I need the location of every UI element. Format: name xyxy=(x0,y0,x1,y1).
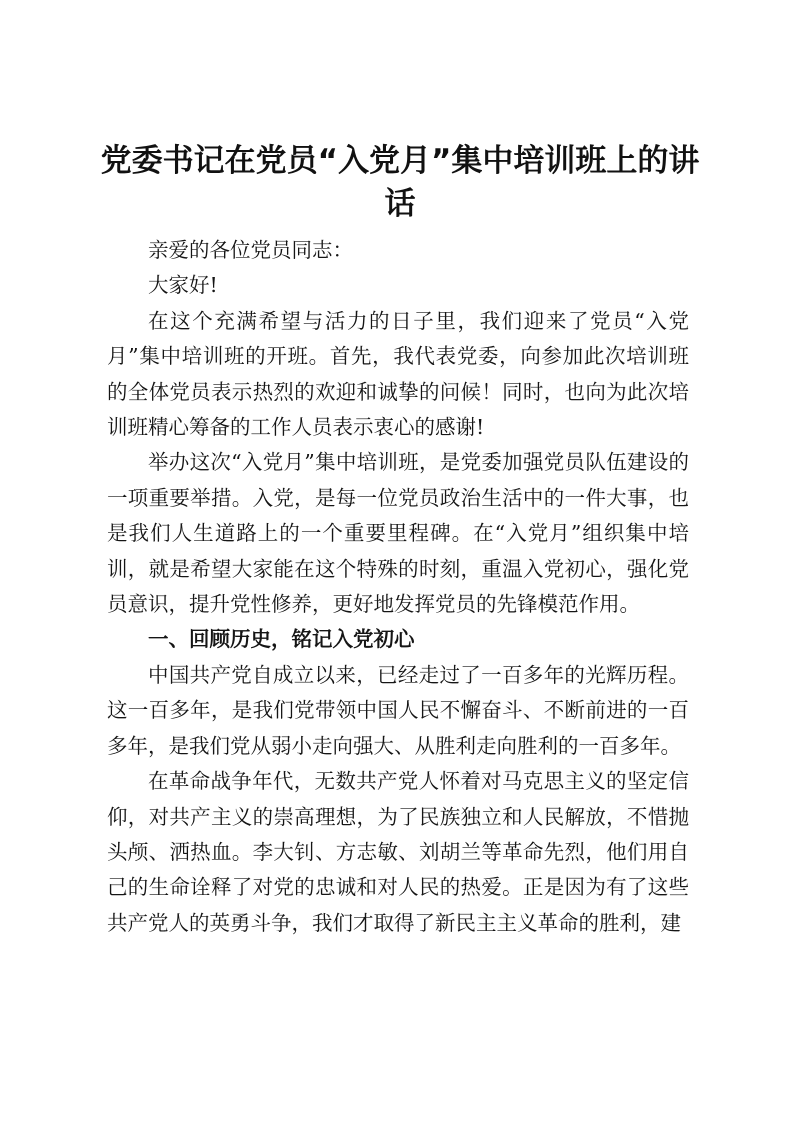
purpose-paragraph: 举办这次“入党月”集中培训班，是党委加强党员队伍建设的一项重要举措。入党，是每一位党员政治生活中的一件大事，也是我们人生道路上的一个重要里程碑。在“入党月”组织集中培训，就是希望大家能在这个特殊的时刻，重温入党初心，强化党员意识，提升党性修养，更好地发挥党员的先锋模范作用。 xyxy=(107,450,689,617)
salutation-paragraph: 亲爱的各位党员同志： xyxy=(148,238,353,262)
section-heading: 一、回顾历史，铭记入党初心 xyxy=(148,627,415,652)
history-paragraph: 中国共产党自成立以来，已经走过了一百多年的光辉历程。这一百多年，是我们党带领中国人民不懈奋斗、不断前进的一百多年，是我们党从弱小走向强大、从胜利走向胜利的一百多年。 xyxy=(107,662,689,758)
revolution-paragraph: 在革命战争年代，无数共产党人怀着对马克思主义的坚定信仰，对共产主义的崇高理想，为了民族独立和人民解放，不惜抛头颅、洒热血。李大钊、方志敏、刘胡兰等革命先烈，他们用自己的生命诠释了对党的忠诚和对人民的热爱。正是因为有了这些共产党人的英勇斗争，我们才取得了新民主主义革命的胜利，建 xyxy=(107,769,689,935)
greeting-paragraph: 大家好! xyxy=(148,273,218,298)
document-body xyxy=(107,233,689,941)
document-title: 党委书记在党员“入党月”集中培训班上的讲话 xyxy=(100,143,700,222)
opening-paragraph: 在这个充满希望与活力的日子里，我们迎来了党员“入党月”集中培训班的开班。首先，我代表党委，向参加此次培训班的全体党员表示热烈的欢迎和诚挚的问候！同时，也向为此次培训班精心筹备的工作人员表示衷心的感谢! xyxy=(107,308,689,440)
